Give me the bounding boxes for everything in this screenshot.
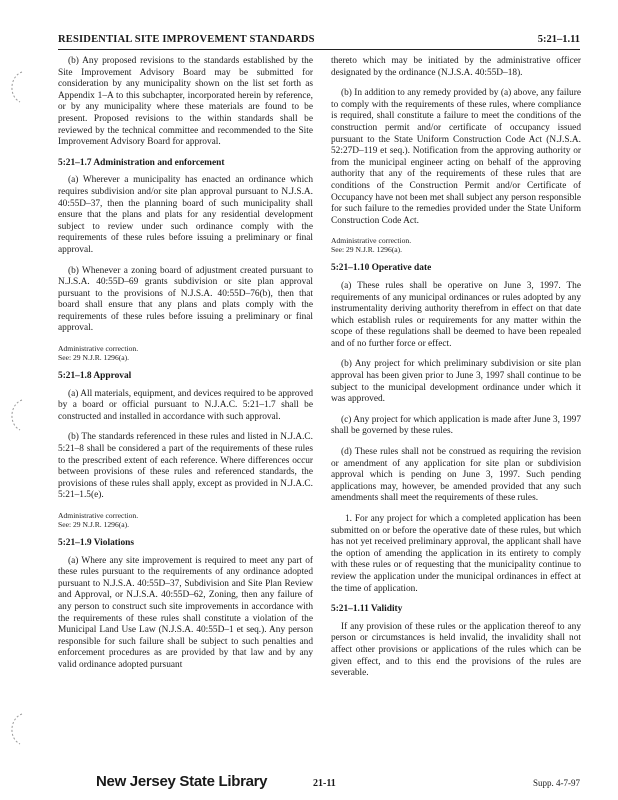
punch-hole-mark xyxy=(6,712,28,746)
supplement-date: Supp. 4-7-97 xyxy=(533,778,580,788)
history-note xyxy=(58,344,313,362)
note-line: See: 29 N.J.R. 1296(a). xyxy=(58,520,130,529)
punch-hole-mark xyxy=(6,70,28,104)
history-note xyxy=(331,236,581,254)
paragraph: (a) All materials, equipment, and devices required to be approved by a board or official pursuant to N.J.A.C. 5:21–1.7 shall be constructed and installed in accordance with such approval. xyxy=(58,388,313,422)
page-number: 21-11 xyxy=(313,778,336,789)
paragraph: 1. For any project for which a completed application has been submitted on or before the operative date of these rules, but which has not yet received preliminary approval, the applicant shall have the option of amending the application in its entirety to comply with these rules or of requesting that the municipality continue to review the application under the municipal ordinances in effect at the time of application. xyxy=(331,514,581,594)
paragraph: (d) These rules shall not be construed as requiring the revision or amendment of any application for site plan or subdivision approval which is pending on June 3, 1997. Such pending applications may, however, be amended provided that any such amendments shall meet the requirements of these rules. xyxy=(331,447,581,504)
section-heading: 5:21–1.8 Approval xyxy=(58,371,132,382)
note-line: See: 29 N.J.R. 1296(a). xyxy=(58,353,130,363)
paragraph: (b) Whenever a zoning board of adjustment created pursuant to N.J.S.A. 40:55D–69 grants subdivision or site plan approval pursuant to the provisions of N.J.S.A. 40:55D–76(b), then that board shall ensure that any plans and plats comply with the requirements of these rules before issuing a preliminary or final approval. xyxy=(58,265,313,334)
header-title: RESIDENTIAL SITE IMPROVEMENT STANDARDS xyxy=(58,34,315,45)
note-line: Administrative correction. xyxy=(58,511,139,520)
section-heading: 5:21–1.10 Operative date xyxy=(331,263,432,274)
header-section-range: 5:21–1.11 xyxy=(537,34,580,45)
note-line: Administrative correction. xyxy=(331,236,412,246)
paragraph: (b) Any proposed revisions to the standards established by the Site Improvement Advisory Board may be submitted for consideration by any municipality shown on the list set forth as Appendix 1–A to this subchapter, incorporated herein by reference, or by any municipality where these materials are found to be present. Proposed revisions to the within standards shall be reviewed by the technical committee and recommended to the Site Improvement Advisory Board for approval. xyxy=(58,56,313,148)
paragraph: (c) Any project for which application is made after June 3, 1997 shall be governed by these rules. xyxy=(331,414,581,437)
paragraph: If any provision of these rules or the application thereof to any person or circumstances is held invalid, the invalidity shall not affect other provisions or applications of the rules which can be given effect, and to this end the provisions of the rules are severable. xyxy=(331,621,581,679)
section-heading: 5:21–1.11 Validity xyxy=(331,604,403,615)
section-heading: 5:21–1.9 Violations xyxy=(58,538,135,548)
header-rule xyxy=(58,49,580,50)
paragraph: (b) The standards referenced in these rules and listed in N.J.A.C. 5:21–8 shall be considered a part of the requirements of these rules to the prescribed extent of each reference. Where differences occur between provisions of these rules and referenced standards, the provisions of these rules shall apply, except as provided in N.J.A.C. 5:21–1.5(e). xyxy=(58,432,313,501)
note-line: Administrative correction. xyxy=(58,344,139,354)
section-heading: 5:21–1.7 Administration and enforcement xyxy=(58,157,225,168)
history-note xyxy=(58,511,313,529)
punch-hole-mark xyxy=(6,398,28,432)
library-stamp: New Jersey State Library xyxy=(96,773,268,790)
running-header xyxy=(58,34,580,48)
paragraph: thereto which may be initiated by the administrative officer designated by the ordinance (N.J.S.A. 40:55D–18). xyxy=(331,56,581,78)
right-column xyxy=(331,56,581,689)
paragraph: (b) In addition to any remedy provided by (a) above, any failure to comply with the requirements of these rules, where compliance is required, shall constitute a failure to meet the conditions of the construction permit and/or certificate of occupancy issued pursuant to the State Uniform Construction Code Act (N.J.S.A. 52:27D–119 et seq.). Notification from the approving authority or from the municipal engineer acting on behalf of the approving authority that any of the requirements of these rules that are conditions of the Construction Permit and/or Certificate of Occupancy have not been met shall subject any person responsible for such failure to the remedies provided under the State Uniform Construction Code Act. xyxy=(331,88,581,226)
paragraph: (a) These rules shall be operative on June 3, 1997. The requirements of any municipal ordinances or rules adopted by any instrumentality deriving authority therefrom in effect on that date which establish rules or requirements for any matter within the scope of these regulations shall be deemed to have been repealed and of no further force or effect. xyxy=(331,280,581,349)
paragraph: (b) Any project for which preliminary subdivision or site plan approval has been given prior to June 3, 1997 shall continue to be subject to the municipal development ordinance under which it was approved. xyxy=(331,359,581,405)
left-column xyxy=(58,56,313,681)
note-line: See: 29 N.J.R. 1296(a). xyxy=(331,245,403,255)
paragraph: (a) Where any site improvement is required to meet any part of these rules pursuant to the requirements of any ordinance adopted pursuant to N.J.S.A. 40:55D–37, Subdivision and Site Plan Review and Approval, or N.J.S.A. 40:55D–62, Zoning, then any failure of any person to construct such site improvements in accordance with the requirements of these rules shall constitute a violation of the Municipal Land Use Law (N.J.S.A. 40:55D–1 et seq.). Any person responsible for such failure shall be subject to such penalties and enforcement procedures as are provided by that law and by any valid ordinance adopted pursuant xyxy=(58,555,313,670)
page-footer xyxy=(58,773,580,792)
paragraph: (a) Wherever a municipality has enacted an ordinance which requires subdivision and/or site plan approval pursuant to N.J.S.A. 40:55D–37, then the planning board of such municipality shall ensure that the plans and plats for any residential development subject to review under such ordinance comply with the requirements of these rules before issuing a preliminary or final approval. xyxy=(58,175,313,255)
